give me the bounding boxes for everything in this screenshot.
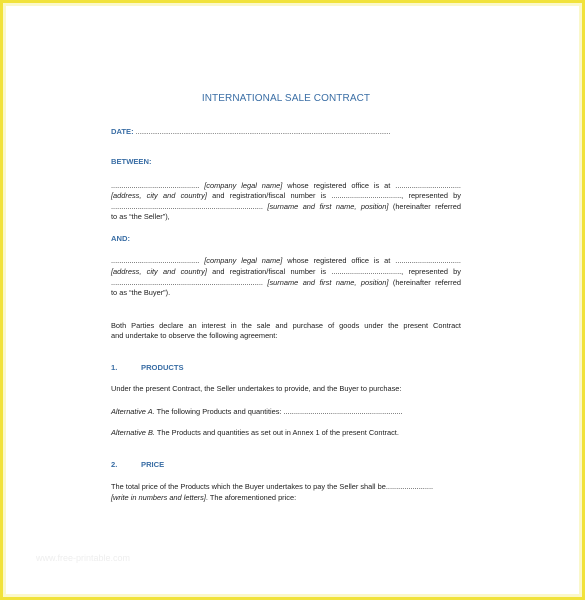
alternative-b-text: The Products and quantities as set out in Annex 1 of the present Contract.	[154, 428, 399, 437]
price-line-2-text: . The aforementioned price:	[205, 493, 297, 502]
date-row	[111, 127, 390, 136]
seller-rep-field[interactable]: ..........................................................................	[111, 202, 263, 211]
seller-line-1-text: whose registered office is at ................................	[282, 181, 461, 190]
buyer-address-hint: [address, city and country]	[111, 267, 207, 276]
section-1-number: 1.	[111, 363, 118, 372]
document-page	[6, 6, 579, 594]
alternative-b-label: Alternative B.	[111, 428, 155, 437]
date-label: DATE:	[111, 127, 134, 136]
seller-line-4: to as “the Seller”),	[111, 212, 170, 221]
seller-line-2	[111, 191, 461, 201]
seller-rep-hint: [surname and first name, position]	[267, 202, 389, 211]
intro-line-1: Both Parties declare an interest in the sale and purchase of goods under the present Contract	[111, 321, 461, 330]
between-label: BETWEEN:	[111, 157, 152, 166]
buyer-line-2	[111, 267, 461, 277]
seller-address-hint: [address, city and country]	[111, 191, 207, 200]
buyer-line-1-text: whose registered office is at ................................	[282, 256, 461, 265]
watermark: www.free-printable.com	[36, 553, 131, 563]
buyer-rep-hint: [surname and first name, position]	[267, 278, 389, 287]
buyer-name-hint: [company legal name]	[204, 256, 283, 265]
intro-line-2: and undertake to observe the following agreement:	[111, 331, 278, 340]
price-hint: [write in numbers and letters]	[111, 493, 206, 502]
price-line-2	[111, 493, 461, 503]
buyer-line-3	[111, 278, 461, 288]
buyer-name-field[interactable]: ...........................................	[111, 256, 200, 265]
seller-name-field[interactable]: ...........................................	[111, 181, 200, 190]
document-title: INTERNATIONAL SALE CONTRACT	[201, 93, 371, 104]
buyer-line-3-text: (hereinafter referred	[392, 278, 461, 287]
date-field[interactable]: ...........................................................................................................................................	[135, 129, 391, 136]
section-1-text: Under the present Contract, the Seller undertakes to provide, and the Buyer to purchase:	[111, 384, 402, 393]
seller-line-3	[111, 202, 461, 212]
alternative-b	[111, 428, 461, 438]
buyer-line-4: to as “the Buyer”).	[111, 288, 171, 297]
section-2-title: PRICE	[141, 460, 165, 469]
seller-line-2-text: and registration/fiscal number is .................................., represented by	[206, 191, 461, 200]
section-1-title: PRODUCTS	[141, 363, 184, 372]
and-label: AND:	[111, 234, 130, 243]
buyer-line-1	[111, 256, 461, 266]
alternative-a-text: The following Products and quantities: ..........................................................	[154, 407, 403, 416]
buyer-rep-field[interactable]: ..........................................................................	[111, 278, 263, 287]
price-line-1: The total price of the Products which the Buyer undertakes to pay the Seller shall be.......................	[111, 482, 434, 491]
buyer-line-2-text: and registration/fiscal number is .................................., represented by	[206, 267, 461, 276]
alternative-a-label: Alternative A.	[111, 407, 155, 416]
seller-line-1	[111, 181, 461, 191]
section-2-number: 2.	[111, 460, 118, 469]
seller-name-hint: [company legal name]	[204, 181, 283, 190]
seller-line-3-text: (hereinafter referred	[392, 202, 461, 211]
alternative-a	[111, 407, 461, 417]
